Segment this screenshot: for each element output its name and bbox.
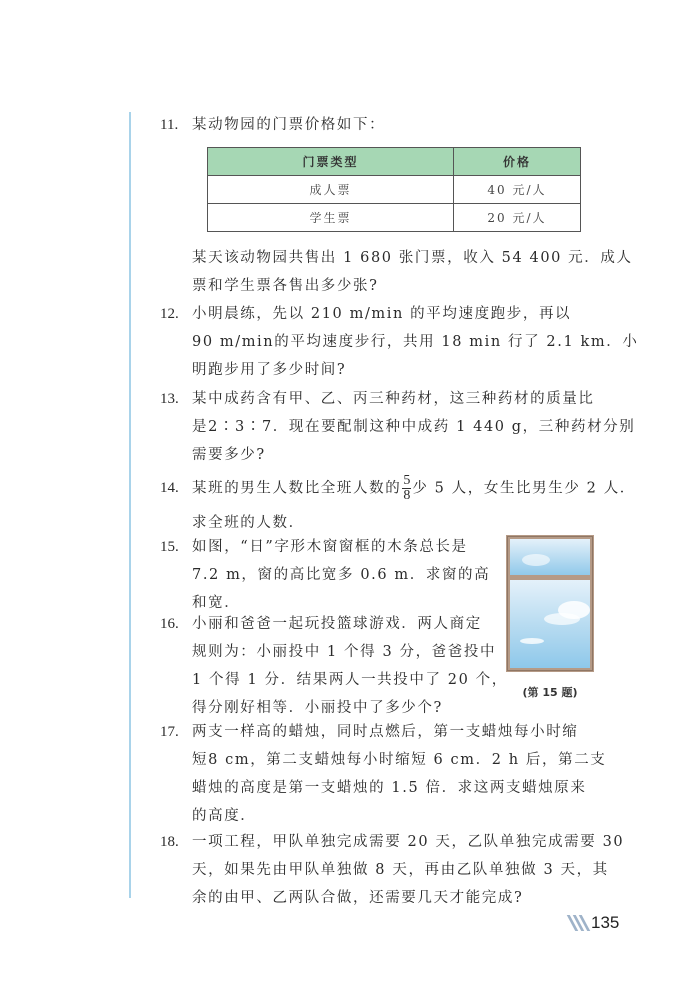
ticket-price-table — [207, 147, 581, 232]
window-illustration-icon — [506, 535, 594, 672]
problem-number: 13. — [160, 391, 179, 407]
problem-text-line: 短8 cm，第二支蜡烛每小时缩短 6 cm．2 h 后，第二支 — [192, 752, 607, 768]
problem-number: 15. — [160, 539, 179, 555]
problem-text-line: 得分刚好相等．小丽投中了多少个? — [192, 700, 443, 716]
table-row — [208, 176, 581, 204]
problem-text-line — [160, 473, 636, 503]
problem-text-line: 规则为：小丽投中 1 个得 3 分，爸爸投中 — [192, 644, 497, 660]
problem-18 — [160, 828, 625, 912]
problem-text-line: 7.2 m，窗的高比宽多 0.6 m．求窗的高 — [192, 567, 491, 583]
problem-16 — [160, 610, 508, 722]
problem-text-line: 如图，“日”字形木窗窗框的木条总长是 — [192, 539, 468, 555]
table-cell: 学生票 — [208, 204, 454, 232]
problem-number: 12. — [160, 306, 179, 322]
table-row — [208, 204, 581, 232]
problem-text-line: 和宽． — [192, 595, 241, 611]
table-header-price: 价格 — [454, 148, 581, 176]
problem-text-line: 蜡烛的高度是第一支蜡烛的 1.5 倍．求这两支蜡烛原来 — [192, 780, 587, 796]
problem-number: 18. — [160, 834, 179, 850]
problem-text-line: 某中成药含有甲、乙、丙三种药材，这三种药材的质量比 — [192, 391, 595, 407]
figure-caption: (第 15 题) — [522, 686, 578, 699]
problem-text-segment: 少 5 人，女生比男生少 2 人． — [412, 480, 636, 497]
problem-11 — [160, 111, 605, 139]
problem-text-line: 某动物园的门票价格如下： — [192, 117, 386, 133]
problem-15 — [160, 533, 491, 617]
problem-14 — [160, 473, 636, 537]
problem-text-line: 一项工程，甲队单独完成需要 20 天，乙队单独完成需要 30 — [192, 834, 625, 850]
fraction-numerator: 5 — [403, 473, 411, 488]
problem-text-line: 需要多少? — [192, 447, 266, 463]
fraction-five-eighths — [402, 474, 411, 503]
problem-text-line: 两支一样高的蜡烛，同时点燃后，第一支蜡烛每小时缩 — [192, 724, 579, 740]
problem-text-line: 小丽和爸爸一起玩投篮球游戏．两人商定 — [192, 616, 482, 632]
problem-text-line: 余的由甲、乙两队合做，还需要几天才能完成? — [192, 890, 524, 906]
page-number-text: 135 — [591, 913, 620, 932]
table-header-row — [208, 148, 581, 176]
problem-11-continued — [160, 244, 633, 300]
problem-text-line: 天，如果先由甲队单独做 8 天，再由乙队单独做 3 天，其 — [192, 862, 609, 878]
problem-text-line: 求全班的人数． — [192, 515, 305, 531]
table-cell: 40 元/人 — [454, 176, 581, 204]
problem-number: 11. — [160, 117, 179, 133]
problem-text-line: 明跑步用了多少时间? — [192, 362, 347, 378]
problem-text-line: 1 个得 1 分．结果两人一共投中了 20 个， — [192, 672, 508, 688]
problem-number: 17. — [160, 724, 179, 740]
problem-text-line: 90 m/min的平均速度步行，共用 18 min 行了 2.1 km．小 — [192, 334, 639, 350]
problem-13 — [160, 385, 636, 469]
page-number — [571, 913, 619, 933]
problem-text-line: 是2∶3∶7．现在要配制这种中成药 1 440 g，三种药材分别 — [192, 419, 636, 435]
page-decoration-slashes-icon — [571, 915, 589, 931]
problem-number: 14. — [160, 480, 179, 496]
problem-text-line: 的高度． — [192, 808, 257, 824]
problem-number: 16. — [160, 616, 179, 632]
problem-17 — [160, 718, 605, 830]
fraction-denominator: 8 — [403, 488, 411, 503]
problem-12 — [160, 300, 639, 384]
table-cell: 成人票 — [208, 176, 454, 204]
table-cell: 20 元/人 — [454, 204, 581, 232]
problem-text-line: 某天该动物园共售出 1 680 张门票，收入 54 400 元．成人 — [192, 250, 633, 266]
table-header-ticket-type: 门票类型 — [208, 148, 454, 176]
window-frame-figure — [506, 535, 594, 672]
margin-accent-rule — [129, 112, 131, 898]
problem-text-line: 票和学生票各售出多少张? — [192, 278, 379, 294]
problem-text-line: 小明晨练，先以 210 m/min 的平均速度跑步，再以 — [192, 306, 572, 322]
problem-text-segment: 某班的男生人数比全班人数的 — [192, 480, 402, 497]
